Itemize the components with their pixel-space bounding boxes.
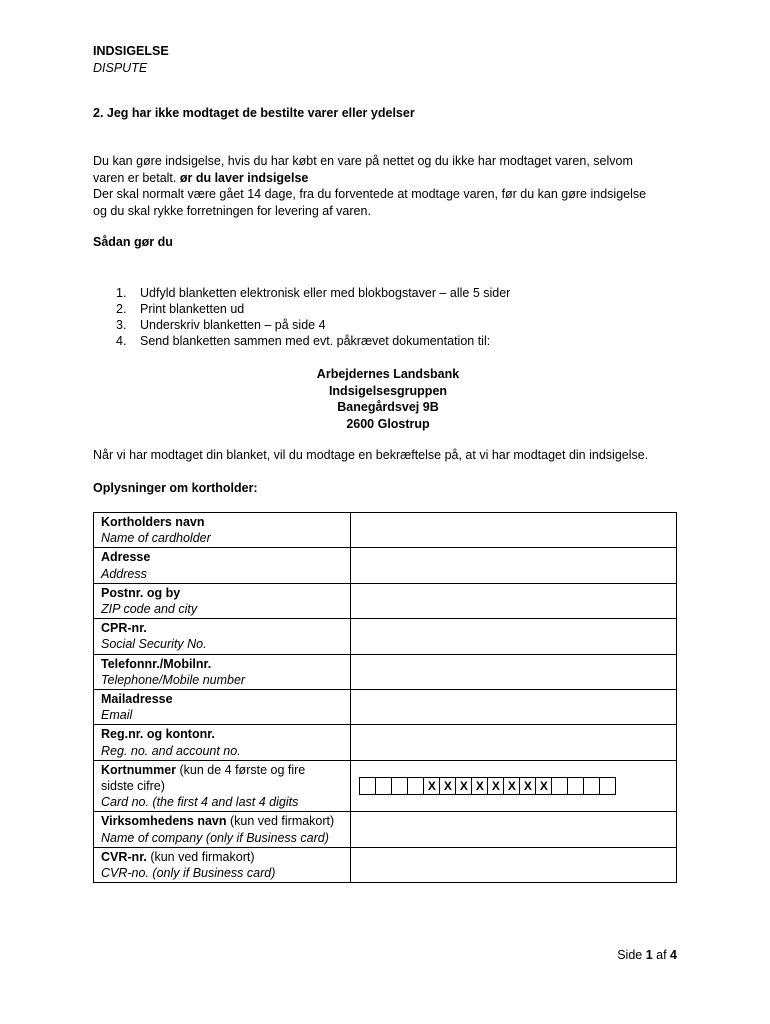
field-label	[94, 654, 351, 689]
email-field[interactable]	[351, 690, 677, 725]
label-en: Reg. no. and account no.	[101, 743, 241, 758]
table-row	[94, 690, 677, 725]
footer-middle: af	[652, 948, 671, 962]
cpr-field[interactable]	[351, 619, 677, 654]
field-label	[94, 725, 351, 760]
label-da: CVR-nr.	[101, 849, 147, 864]
cardholder-name-field[interactable]	[351, 513, 677, 548]
document-subtitle: DISPUTE	[93, 61, 148, 75]
card-digit-box[interactable]: X	[471, 777, 488, 795]
zip-city-field[interactable]	[351, 583, 677, 618]
document-title: INDSIGELSE	[93, 44, 169, 58]
intro-line-4: og du skal rykke forretningen for levering af varen.	[93, 203, 371, 218]
field-label	[94, 760, 351, 812]
how-to-heading: Sådan gør du	[93, 235, 173, 249]
card-digit-box[interactable]	[567, 777, 584, 795]
card-digit-box[interactable]: X	[455, 777, 472, 795]
label-note: (kun de 4 første og fire	[176, 762, 306, 777]
table-row	[94, 812, 677, 847]
phone-field[interactable]	[351, 654, 677, 689]
table-row	[94, 548, 677, 583]
step-text: Send blanketten sammen med evt. påkrævet dokumentation til:	[140, 334, 491, 348]
address-line: Indsigelsesgruppen	[328, 383, 448, 398]
card-digit-box[interactable]: X	[487, 777, 504, 795]
label-en: Email	[101, 708, 133, 723]
step-number: 1.	[116, 286, 127, 300]
current-page: 1	[645, 948, 653, 962]
label-en: Address	[101, 566, 147, 581]
intro-line-2-text: varen er betalt.	[93, 170, 180, 185]
company-name-field[interactable]	[351, 812, 677, 847]
label-da: Mailadresse	[101, 692, 173, 707]
label-en: Social Security No.	[101, 637, 207, 652]
cardholder-heading: Oplysninger om kortholder:	[93, 481, 258, 495]
step-text: Udfyld blanketten elektronisk eller med blokbogstaver – alle 5 sider	[140, 286, 511, 300]
label-da: Kortholders navn	[101, 515, 205, 529]
card-digit-box[interactable]	[583, 777, 600, 795]
label-en: Name of company (only if Business card)	[101, 830, 329, 845]
card-digit-box[interactable]	[407, 777, 424, 795]
field-label	[94, 583, 351, 618]
intro-line-2	[93, 170, 693, 187]
label-en: Telephone/Mobile number	[101, 672, 246, 687]
table-row	[94, 654, 677, 689]
table-row	[94, 847, 677, 882]
label-da: Virksomhedens navn	[101, 814, 227, 829]
step-number: 3.	[116, 318, 127, 332]
address-line: Banegårdsvej 9B	[337, 400, 439, 414]
address-field[interactable]	[351, 548, 677, 583]
list-item	[100, 333, 510, 349]
label-note: (kun ved firmakort)	[146, 849, 255, 864]
address-line: 2600 Glostrup	[346, 416, 430, 431]
label-da: Postnr. og by	[101, 585, 181, 600]
intro-line-3: Der skal normalt være gået 14 dage, fra du forventede at modtage varen, før du kan gøre indsigelse	[93, 187, 647, 201]
field-label	[94, 548, 351, 583]
label-da: Reg.nr. og kontonr.	[101, 727, 215, 742]
section-heading: 2. Jeg har ikke modtaget de bestilte varer eller ydelser	[93, 106, 415, 120]
cvr-field[interactable]	[351, 847, 677, 882]
intro-line-2-bold: ør du laver indsigelse	[179, 170, 309, 185]
label-da: Telefonnr./Mobilnr.	[101, 656, 212, 671]
total-pages: 4	[670, 948, 677, 962]
card-digit-box[interactable]	[551, 777, 568, 795]
step-number: 4.	[116, 334, 127, 348]
intro-paragraph	[93, 153, 693, 219]
list-item	[100, 301, 510, 317]
field-label	[94, 619, 351, 654]
card-digit-box[interactable]	[391, 777, 408, 795]
card-digit-box[interactable]	[359, 777, 376, 795]
field-label	[94, 812, 351, 847]
footer-prefix: Side	[617, 948, 646, 962]
confirmation-text: Når vi har modtaget din blanket, vil du modtage en bekræftelse på, at vi har modtaget din indsigelse.	[93, 448, 649, 462]
cardholder-form	[93, 512, 677, 883]
label-en: Card no. (the first 4 and last 4 digits	[101, 795, 299, 810]
table-row	[94, 725, 677, 760]
label-note: sidste cifre)	[101, 779, 165, 794]
page-number	[617, 948, 677, 962]
table-row	[94, 583, 677, 618]
field-label	[94, 513, 351, 548]
card-digit-box[interactable]	[375, 777, 392, 795]
list-item	[100, 317, 510, 333]
card-number-field[interactable]	[351, 760, 677, 812]
label-en: ZIP code and city	[101, 602, 198, 617]
table-row	[94, 760, 677, 812]
step-text: Print blanketten ud	[140, 302, 245, 316]
card-digit-box[interactable]: X	[535, 777, 552, 795]
field-label	[94, 847, 351, 882]
step-number: 2.	[116, 302, 127, 316]
table-row	[94, 619, 677, 654]
address-line: Arbejdernes Landsbank	[316, 367, 460, 381]
card-digit-box[interactable]: X	[423, 777, 440, 795]
label-da: Adresse	[101, 550, 151, 565]
bank-address	[93, 366, 683, 432]
label-da: CPR-nr.	[101, 621, 147, 636]
card-digit-box[interactable]	[599, 777, 616, 795]
intro-line-1: Du kan gøre indsigelse, hvis du har købt en vare på nettet og du ikke har modtaget varen, selvom	[93, 154, 633, 168]
label-da: Kortnummer	[101, 762, 177, 777]
step-text: Underskriv blanketten – på side 4	[140, 318, 326, 332]
card-digit-box[interactable]: X	[519, 777, 536, 795]
steps-list	[100, 285, 510, 349]
card-digit-box[interactable]: X	[503, 777, 520, 795]
list-item	[100, 285, 510, 301]
account-field[interactable]	[351, 725, 677, 760]
label-en: CVR-no. (only if Business card)	[101, 866, 276, 881]
table-row	[94, 513, 677, 548]
field-label	[94, 690, 351, 725]
card-number-boxes	[360, 777, 676, 795]
card-digit-box[interactable]: X	[439, 777, 456, 795]
label-note: (kun ved firmakort)	[226, 814, 335, 829]
label-en: Name of cardholder	[101, 531, 211, 546]
